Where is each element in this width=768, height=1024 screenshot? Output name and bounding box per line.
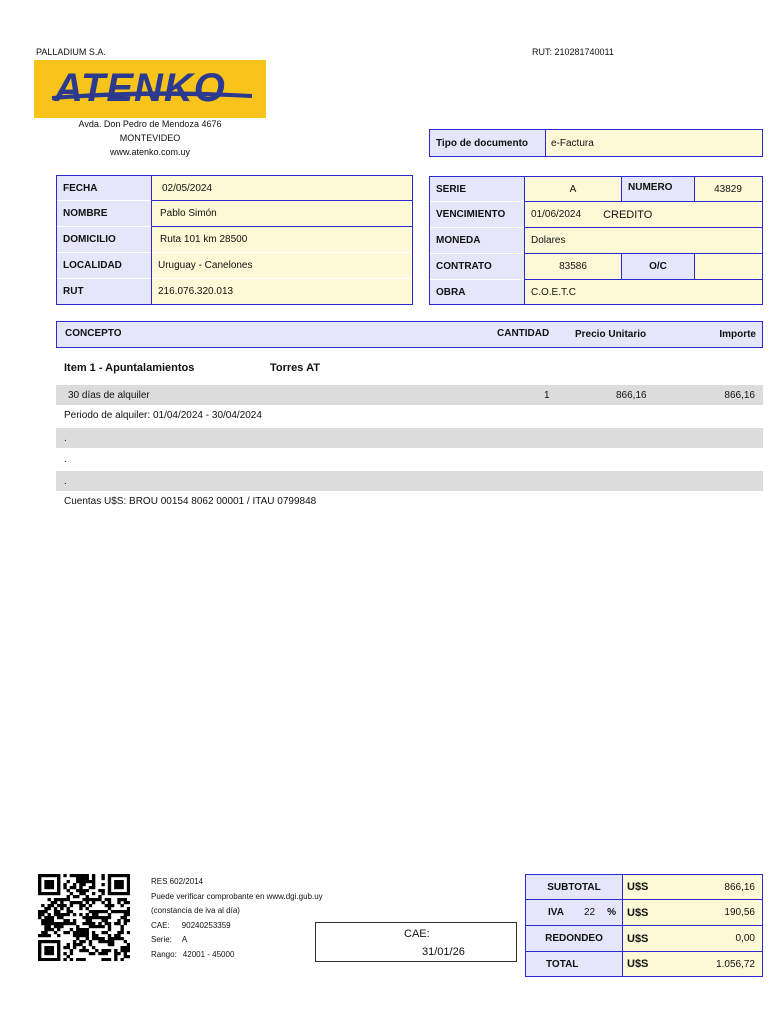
- currency: U$S: [627, 958, 649, 970]
- localidad-value: Uruguay - Canelones: [152, 253, 411, 278]
- nombre-label: NOMBRE: [57, 201, 151, 226]
- redondeo-value: 0,00: [735, 933, 755, 944]
- rut-value: 216.076.320.013: [152, 279, 411, 304]
- divider: [524, 253, 762, 254]
- res-text: RES 602/2014: [151, 877, 204, 886]
- divider: [545, 129, 546, 157]
- contrato-label: CONTRATO: [430, 254, 524, 279]
- rut-label: RUT: [57, 279, 151, 304]
- fecha-value: 02/05/2024: [152, 176, 411, 200]
- localidad-label: LOCALIDAD: [57, 253, 151, 278]
- cae-value: 90240253359: [181, 920, 231, 930]
- doc-type-box: [429, 129, 763, 157]
- company-city: MONTEVIDEO: [119, 133, 181, 143]
- serie-label: SERIE: [430, 177, 524, 201]
- cae-label: CAE:: [151, 920, 170, 930]
- divider: [524, 176, 525, 305]
- iva-note: (constancia de iva al día): [151, 906, 240, 915]
- divider: [621, 253, 622, 280]
- line-desc: 30 días de alquiler: [68, 390, 150, 401]
- cae-box-date: 31/01/26: [422, 946, 465, 958]
- domicilio-value: Ruta 101 km 28500: [152, 227, 411, 252]
- divider: [694, 176, 695, 202]
- iva-percent: %: [607, 907, 616, 918]
- item-title: Item 1 - Apuntalamientos: [64, 362, 195, 374]
- numero-value: 43829: [695, 177, 761, 201]
- domicilio-label: DOMICILIO: [57, 227, 151, 252]
- divider: [151, 200, 412, 201]
- line-desc: .: [64, 433, 67, 444]
- condicion-value: CREDITO: [603, 208, 653, 221]
- table-row: [56, 385, 763, 405]
- divider: [151, 175, 152, 305]
- obra-label: OBRA: [430, 280, 524, 304]
- col-importe: Importe: [719, 329, 756, 340]
- currency: U$S: [627, 932, 649, 945]
- line-desc: .: [64, 476, 67, 487]
- divider: [694, 253, 695, 280]
- qr-code-icon: [38, 874, 130, 961]
- company-name: PALLADIUM S.A.: [36, 47, 106, 57]
- company-web: www.atenko.com.uy: [109, 147, 191, 157]
- doc-type-value: e-Factura: [545, 130, 761, 156]
- iva-label: IVA: [548, 907, 564, 918]
- divider: [525, 899, 763, 900]
- line-period: Periodo de alquiler: 01/04/2024 - 30/04/2024: [64, 410, 262, 421]
- total-label: TOTAL: [526, 952, 622, 976]
- redondeo-label: REDONDEO: [526, 926, 622, 951]
- company-rut: RUT: 210281740011: [532, 47, 614, 57]
- cae-box-label: CAE:: [404, 928, 430, 940]
- currency: U$S: [627, 881, 649, 893]
- col-cantidad: CANTIDAD: [497, 328, 550, 339]
- divider: [524, 201, 762, 202]
- obra-value: C.O.E.T.C: [525, 280, 761, 304]
- rango-label: Rango:: [151, 949, 177, 959]
- fecha-label: FECHA: [57, 176, 151, 200]
- iva-rate: 22: [583, 907, 596, 918]
- divider: [621, 176, 622, 202]
- numero-label: NUMERO: [622, 177, 694, 201]
- table-row: [56, 471, 763, 491]
- logo-text: ATENKO: [54, 66, 226, 110]
- serie-value: A: [525, 177, 621, 201]
- line-desc: .: [64, 454, 67, 465]
- vencimiento-value: 01/06/2024: [531, 209, 582, 220]
- rango-value: 42001 - 45000: [182, 949, 235, 959]
- divider: [525, 951, 763, 952]
- vencimiento-label: VENCIMIENTO: [430, 202, 524, 227]
- col-concepto: CONCEPTO: [65, 328, 122, 339]
- dgi-info: [151, 875, 323, 962]
- moneda-label: MONEDA: [430, 228, 524, 253]
- line-amount: 866,16: [724, 390, 755, 401]
- invoice-box: [429, 176, 763, 305]
- subtotal-label: SUBTOTAL: [526, 875, 622, 899]
- company-logo: [34, 60, 266, 118]
- serie-label: Serie:: [151, 935, 172, 944]
- currency: U$S: [627, 906, 649, 919]
- divider: [524, 227, 762, 228]
- divider: [151, 226, 412, 227]
- line-price: 866,16: [616, 390, 647, 401]
- total-value: 1.056,72: [716, 958, 755, 970]
- subtotal-value: 866,16: [724, 881, 755, 893]
- company-address: Avda. Don Pedro de Mendoza 4676: [78, 119, 222, 129]
- contrato-value: 83586: [525, 254, 621, 279]
- nombre-value: Pablo Simón: [152, 201, 411, 226]
- iva-value: 190,56: [724, 907, 755, 918]
- doc-type-label: Tipo de documento: [430, 130, 545, 156]
- bank-accounts: Cuentas U$S: BROU 00154 8062 00001 / ITAU 0799848: [64, 496, 317, 507]
- divider: [524, 279, 762, 280]
- item-subtitle: Torres AT: [270, 362, 320, 374]
- serie-value: A: [181, 935, 188, 944]
- items-header: [56, 321, 763, 348]
- cae-box: [315, 922, 517, 962]
- moneda-value: Dolares: [525, 228, 761, 253]
- col-precio: Precio Unitario: [575, 329, 647, 340]
- oc-label: O/C: [622, 254, 694, 279]
- divider: [525, 925, 763, 926]
- table-row: [56, 428, 763, 448]
- client-box: [56, 175, 413, 305]
- line-qty: 1: [544, 390, 550, 401]
- verify-text: Puede verificar comprobante en www.dgi.gub.uy: [151, 891, 323, 901]
